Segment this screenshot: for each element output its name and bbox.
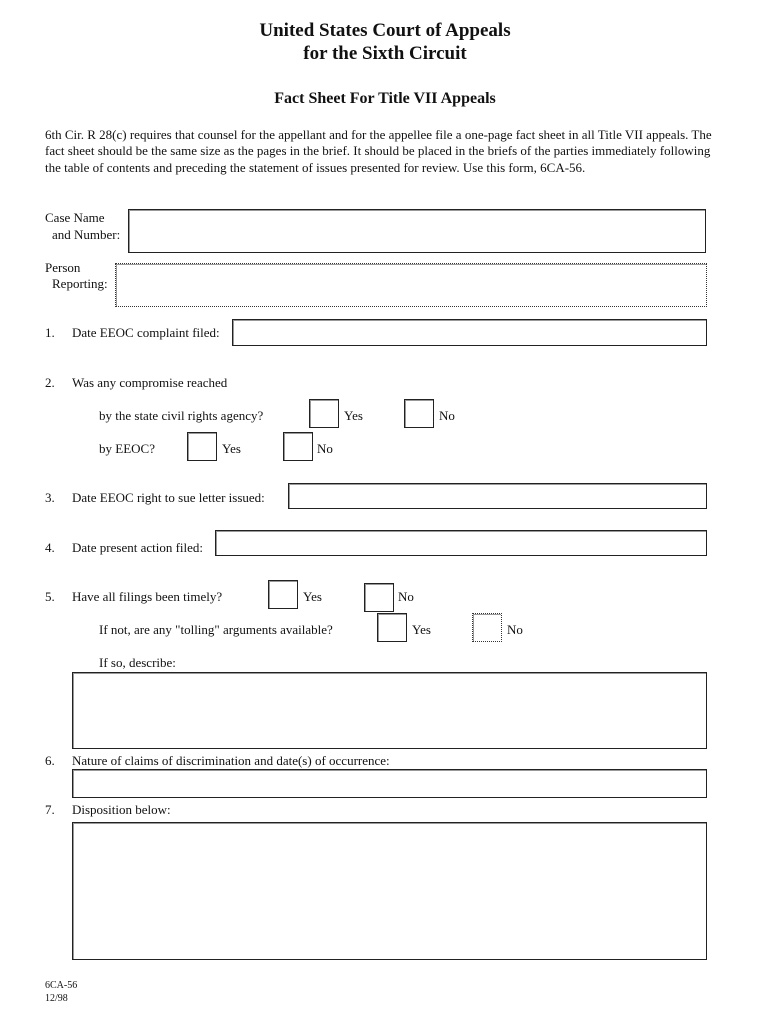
q2a-label: by the state civil rights agency?: [99, 408, 264, 423]
court-title-line1: United States Court of Appeals: [259, 20, 511, 41]
tolling-description-field[interactable]: [72, 672, 707, 749]
claims-nature-field[interactable]: [72, 769, 707, 798]
form-subtitle: Fact Sheet For Title VII Appeals: [274, 90, 496, 107]
eeoc-compromise-yes-label: Yes: [222, 441, 241, 456]
person-label-1: Person: [45, 260, 81, 275]
q5b-label: If so, describe:: [99, 655, 176, 670]
state-agency-yes-checkbox[interactable]: [309, 399, 339, 428]
q5-label: Have all filings been timely?: [72, 589, 223, 604]
intro-paragraph: 6th Cir. R 28(c) requires that counsel for the appellant and for the appellee file a one-page fact sheet in all Title VII appeals. The fact sheet should be the same size as the pages in the brief. It should be placed in the briefs of the parties immediately following the table of contents and preceding the statement of issues presented for review. Use this form, 6CA-56.: [45, 127, 712, 175]
case-name-field[interactable]: [128, 209, 706, 253]
timely-yes-checkbox[interactable]: [268, 580, 298, 609]
court-title-line2: for the Sixth Circuit: [303, 43, 467, 64]
tolling-no-checkbox[interactable]: [472, 613, 502, 642]
q3-number: 3.: [45, 490, 55, 505]
q3-label: Date EEOC right to sue letter issued:: [72, 490, 265, 505]
right-to-sue-date-field[interactable]: [288, 483, 707, 509]
tolling-yes-checkbox[interactable]: [377, 613, 407, 642]
eeoc-compromise-no-label: No: [317, 441, 333, 456]
q2-label: Was any compromise reached: [72, 375, 228, 390]
form-id: 6CA-56: [45, 980, 78, 991]
timely-no-checkbox[interactable]: [364, 583, 394, 612]
q1-label: Date EEOC complaint filed:: [72, 325, 220, 340]
disposition-field[interactable]: [72, 822, 707, 960]
q2-number: 2.: [45, 375, 55, 390]
state-agency-no-label: No: [439, 408, 455, 423]
q5-number: 5.: [45, 589, 55, 604]
eeoc-compromise-no-checkbox[interactable]: [283, 432, 313, 461]
q4-number: 4.: [45, 540, 55, 555]
q7-label: Disposition below:: [72, 802, 171, 817]
eeoc-compromise-yes-checkbox[interactable]: [187, 432, 217, 461]
state-agency-yes-label: Yes: [344, 408, 363, 423]
state-agency-no-checkbox[interactable]: [404, 399, 434, 428]
q5a-label: If not, are any "tolling" arguments available?: [99, 622, 333, 637]
present-action-date-field[interactable]: [215, 530, 707, 556]
q4-label: Date present action filed:: [72, 540, 204, 555]
timely-yes-label: Yes: [303, 589, 322, 604]
eeoc-complaint-date-field[interactable]: [232, 319, 707, 346]
case-name-label-2: and Number:: [52, 227, 121, 242]
tolling-no-label: No: [507, 622, 523, 637]
form-date: 12/98: [45, 993, 68, 1004]
q2b-label: by EEOC?: [99, 441, 155, 456]
person-reporting-field[interactable]: [115, 263, 707, 307]
q6-label: Nature of claims of discrimination and date(s) of occurrence:: [72, 753, 390, 768]
q7-number: 7.: [45, 802, 55, 817]
q6-number: 6.: [45, 753, 55, 768]
timely-no-label: No: [398, 589, 414, 604]
person-label-2: Reporting:: [52, 276, 108, 291]
q1-number: 1.: [45, 325, 55, 340]
case-name-label-1: Case Name: [45, 210, 105, 225]
tolling-yes-label: Yes: [412, 622, 431, 637]
